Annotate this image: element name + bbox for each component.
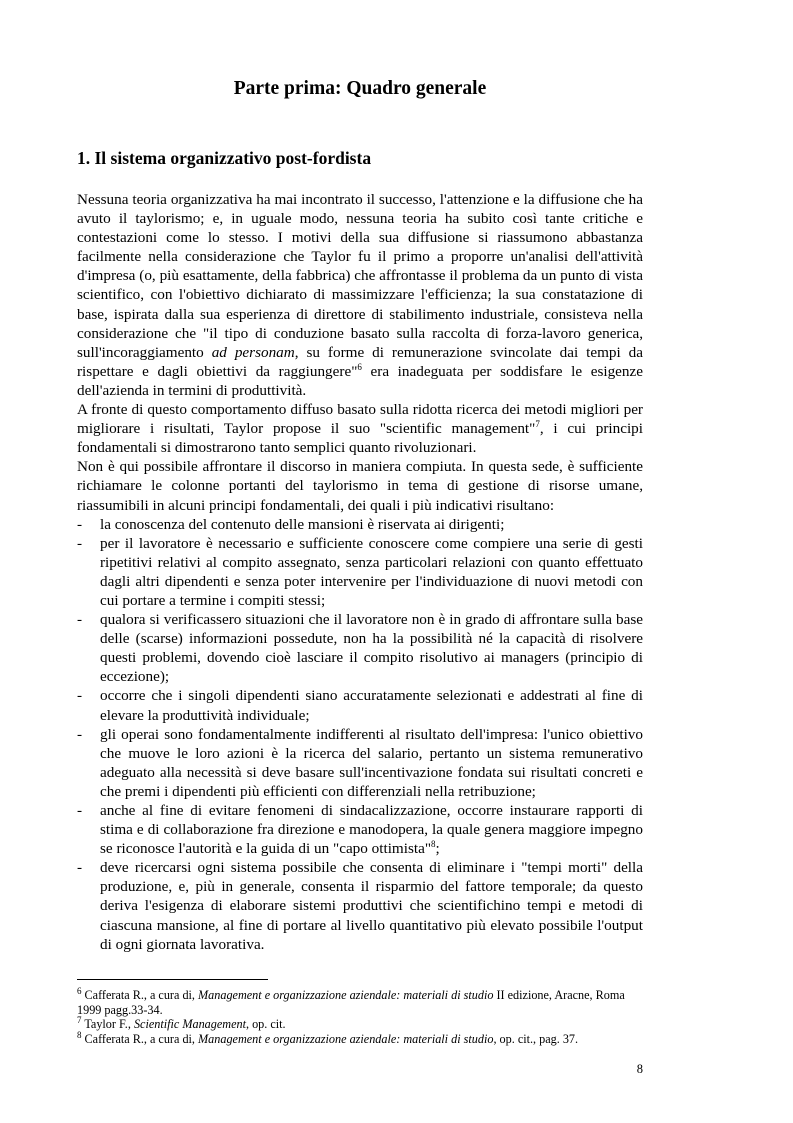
bullet-dash: - bbox=[77, 534, 83, 552]
paragraph-2: A fronte di questo comportamento diffuso basato sulla ridotta ricerca dei metodi migliori per migliorare i risultati, Taylor propose il suo "scientific management"$^7$, i cui principi fondamentali si dimostrarono tanto semplici quanto rivoluzionari. bbox=[77, 401, 643, 457]
bullet-dash: - bbox=[77, 515, 83, 533]
footnote-ref-6: 6 bbox=[357, 361, 362, 372]
footnote-ref-8: 8 bbox=[431, 839, 436, 850]
list-item: - anche al fine di evitare fenomeni di sindacalizzazione, occorre instaurare rapporti di stima e di collaborazione fra direzione e manodopera, la quale genera maggiore impegno se riconosce l'autorità e la guida di un "capo ottimista"$^8$; bbox=[77, 802, 643, 858]
list-item: - per il lavoratore è necessario e sufficiente conoscere come compiere una serie di gesti ripetitivi relativi al compito assegnato, senza particolari relazioni con quanto effettuato dagli altri dipendenti e senza poter intervenire per l'individuazione di nuovi metodi con cui portare a termine i compiti stessi; bbox=[77, 534, 643, 609]
footnote-ref-7: 7 bbox=[535, 419, 540, 430]
paragraph-1: Nessuna teoria organizzativa ha mai incontrato il successo, l'attenzione e la diffusione che ha avuto il taylorismo; e, in uguale modo, nessuna teoria ha subito così tante critiche e contestazioni come lo stesso. I motivi della sua diffusione si riassumono abbastanza facilmente nella considerazione che Taylor fu il primo a proporre un'analisi dell'attività d'impresa (o, più esattamente, della fabbrica) che affrontasse il problema da un punto di vista scientifico, con l'obiettivo dichiarato di massimizzare l'efficienza; la sua constatazione di base, ispirata dalla sua esperienza di direttore di stabilimento industriale, consisteva nella considerazione che "il tipo di conduzione basato sulla raccolta di forza-lavoro generica, sull'incoraggiamento ad personam, su forme di remunerazione svincolate dai tempi da rispettare e dagli obiettivi da raggiungere"$^6$ era inadeguata per soddisfare le esigenze dell'azienda in termini di produttività. bbox=[77, 191, 644, 399]
footnote-6: $^6$ Cafferata R., a cura di, Management e organizzazione aziendale: materiali di studio II edizione, Aracne, Roma 1999 pagg.33-34. bbox=[77, 985, 625, 1017]
bullet-dash: - bbox=[77, 687, 83, 705]
bullet-dash: - bbox=[77, 859, 83, 877]
section-heading: 1. Il sistema organizzativo post-fordista bbox=[77, 148, 372, 168]
body-text bbox=[77, 190, 643, 954]
list-item: - deve ricercarsi ogni sistema possibile che consenta di eliminare i "tempi morti" della produzione, e, più in generale, consenta il risparmio del fattore temporale; da questo deriva l'esigenza di elaborare sistemi produttivi che scientifichino tempi e metodi di ciascuna mansione, al fine di portare al livello quantitativo più elevato possibile l'output di ogni giornata lavorativa. bbox=[77, 859, 643, 953]
footnote-separator bbox=[77, 979, 268, 980]
bullet-dash: - bbox=[77, 725, 83, 743]
list-item: - la conoscenza del contenuto delle mansioni è riservata ai dirigenti; bbox=[77, 515, 505, 533]
footnotes bbox=[77, 985, 643, 1046]
list-item: - qualora si verificassero situazioni che il lavoratore non è in grado di affrontare sulla base delle (scarse) informazioni possedute, non ha la possibilità né la capacità di risolvere questi problemi, dovendo cioè lasciare il compito risolutivo ai managers (principio di eccezione); bbox=[77, 611, 643, 686]
bullet-dash: - bbox=[77, 611, 83, 629]
bullet-dash: - bbox=[77, 802, 83, 819]
page-number: 8 bbox=[636, 1062, 643, 1076]
list-item: - occorre che i singoli dipendenti siano accuratamente selezionati e addestrati al fine di elevare la produttività individuale; bbox=[77, 687, 643, 724]
paragraph-3: Non è qui possibile affrontare il discorso in maniera compiuta. In questa sede, è sufficiente richiamare le colonne portanti del taylorismo in tema di gestione di risorse umane, riassumibili in alcuni principi fondamentali, dei quali i più indicativi risultano: bbox=[77, 458, 643, 514]
footnote-7: $^7$ Taylor F., Scientific Management, op. cit. bbox=[77, 1015, 286, 1032]
footnote-8: $^8$ Cafferata R., a cura di, Management e organizzazione aziendale: materiali di studio, op. cit., pag. 37. bbox=[77, 1029, 579, 1046]
list-item: - gli operai sono fondamentalmente indifferenti al risultato dell'impresa: l'unico obiettivo che muove le loro azioni è la ricerca del salario, pertanto un sistema remunerativo adeguato alla necessità si deve basare sull'incentivazione fondata sui risultati concreti e che premi i dipendenti più efficienti con differenziali nella retribuzione; bbox=[77, 725, 643, 800]
page-title: Parte prima: Quadro generale bbox=[233, 78, 487, 99]
principles-list bbox=[77, 515, 643, 954]
